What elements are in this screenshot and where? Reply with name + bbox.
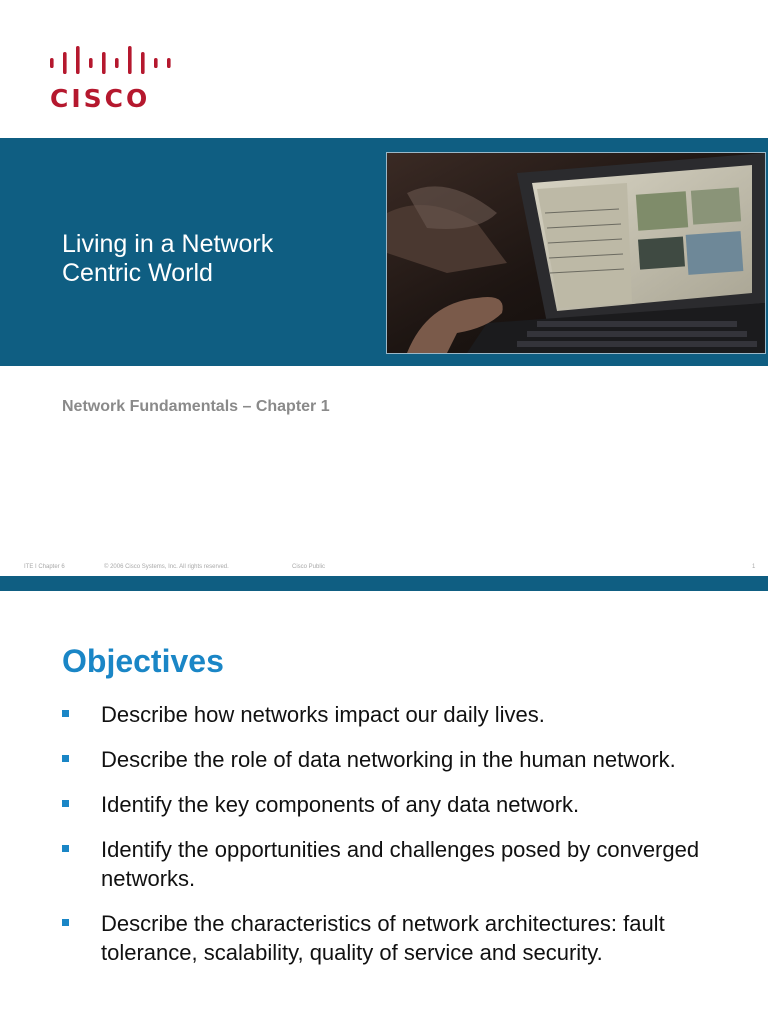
list-item [62,790,722,819]
footer-page-number: 1 [752,564,756,570]
bullet-icon [62,800,69,807]
bullet-text: Identify the key components of any data network. [101,792,580,817]
bullet-icon [62,919,69,926]
bullet-icon [62,845,69,852]
list-item [62,835,722,893]
cisco-bridge-icon [50,44,180,80]
bullet-text: Describe how networks impact our daily lives. [101,702,545,727]
footer-course: ITE I Chapter 6 [24,564,65,570]
bullet-icon [62,710,69,717]
cisco-wordmark: CISCO [50,84,151,113]
list-item [62,700,722,729]
footer-copyright: © 2006 Cisco Systems, Inc. All rights reserved. [104,564,229,570]
slide-subtitle: Network Fundamentals – Chapter 1 [62,398,330,415]
list-item [62,909,722,967]
objectives-heading: Objectives [62,643,224,679]
slide-title: Living in a Network Centric World [62,230,274,287]
objectives-list [62,700,722,983]
bullet-text: Describe the role of data networking in the human network. [101,747,676,772]
bullet-text: Identify the opportunities and challenges posed by converged networks. [101,837,700,891]
laptop-image-icon [387,153,765,353]
laptop-photo [386,152,766,354]
footer-classification: Cisco Public [292,564,326,570]
cisco-logo [50,44,180,114]
slide-footer [0,562,768,576]
title-banner [0,138,768,366]
list-item [62,745,722,774]
bullet-icon [62,755,69,762]
slide-divider-bar [0,576,768,591]
bullet-text: Describe the characteristics of network architectures: fault tolerance, scalability, quality of service and security. [101,911,665,965]
